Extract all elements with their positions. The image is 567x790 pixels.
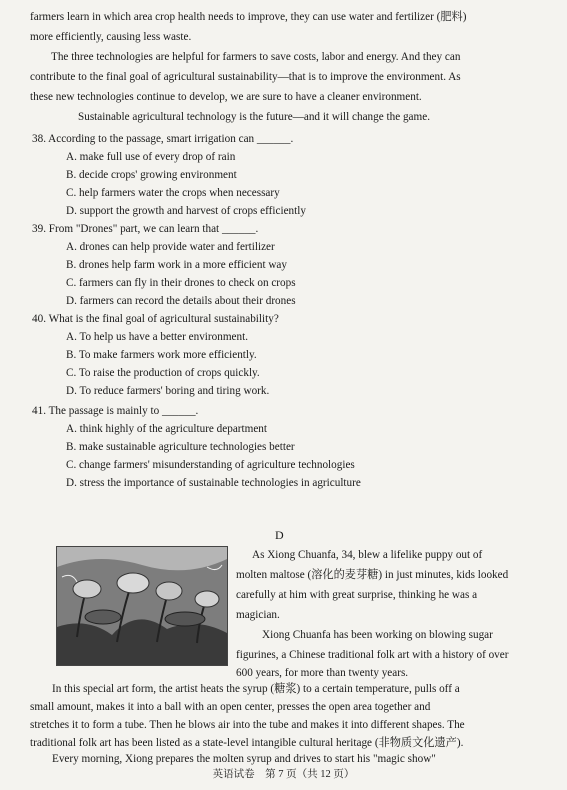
- question-stem: 39. From "Drones" part, we can learn that ______.: [32, 223, 259, 235]
- answer-option: A. To help us have a better environment.: [66, 331, 248, 343]
- passage-line: figurines, a Chinese traditional folk art with a history of over: [236, 649, 509, 661]
- answer-option: B. decide crops' growing environment: [66, 169, 237, 181]
- answer-option: C. help farmers water the crops when necessary: [66, 187, 280, 199]
- sugar-figurine-illustration: [56, 546, 228, 666]
- answer-option: D. To reduce farmers' boring and tiring work.: [66, 385, 270, 397]
- passage-line: 600 years, for more than twenty years.: [236, 667, 409, 679]
- question-stem: 41. The passage is mainly to ______.: [32, 405, 199, 417]
- answer-option: C. change farmers' misunderstanding of agriculture technologies: [66, 459, 355, 471]
- passage-line: more efficiently, causing less waste.: [30, 31, 192, 43]
- answer-option: B. drones help farm work in a more efficient way: [66, 259, 287, 271]
- passage-line: contribute to the final goal of agricultural sustainability—that is to improve the environment. As: [30, 71, 461, 83]
- passage-line: Every morning, Xiong prepares the molten syrup and drives to start his "magic show": [52, 753, 436, 765]
- passage-line: traditional folk art has been listed as a state-level intangible cultural heritage (非物质文化遗产).: [30, 737, 464, 749]
- answer-option: A. think highly of the agriculture department: [66, 423, 268, 435]
- passage-line: In this special art form, the artist heats the syrup (糖浆) to a certain temperature, pulls off a: [52, 683, 460, 695]
- answer-option: B. make sustainable agriculture technologies better: [66, 441, 295, 453]
- answer-option: D. stress the importance of sustainable technologies in agriculture: [66, 477, 361, 489]
- question-stem: 40. What is the final goal of agricultural sustainability?: [32, 313, 279, 325]
- answer-option: B. To make farmers work more efficiently.: [66, 349, 257, 361]
- passage-line: small amount, makes it into a ball with an open center, presses the open area together and: [30, 701, 431, 713]
- answer-option: A. make full use of every drop of rain: [66, 151, 236, 163]
- answer-option: D. farmers can record the details about their drones: [66, 295, 296, 307]
- passage-line: As Xiong Chuanfa, 34, blew a lifelike puppy out of: [252, 549, 483, 561]
- passage-line: The three technologies are helpful for farmers to save costs, labor and energy. And they can: [51, 51, 461, 63]
- passage-line: molten maltose (溶化的麦芽糖) in just minutes, kids looked: [236, 569, 509, 581]
- passage-line: Xiong Chuanfa has been working on blowing sugar: [262, 629, 493, 641]
- question-stem: 38. According to the passage, smart irrigation can ______.: [32, 133, 294, 145]
- page-footer: 英语试卷 第 7 页（共 12 页）: [212, 769, 355, 780]
- passage-line: these new technologies continue to develop, we are sure to have a cleaner environment.: [30, 91, 422, 103]
- passage-line: Sustainable agricultural technology is the future—and it will change the game.: [78, 111, 430, 123]
- passage-line: magician.: [236, 609, 280, 621]
- answer-option: A. drones can help provide water and fertilizer: [66, 241, 275, 253]
- passage-line: carefully at him with great surprise, thinking he was a: [236, 589, 478, 601]
- passage-line: farmers learn in which area crop health needs to improve, they can use water and fertilizer (肥料): [30, 11, 467, 23]
- section-title: D: [275, 528, 284, 542]
- passage-line: stretches it to form a tube. Then he blows air into the tube and makes it into different shapes. The: [30, 719, 465, 731]
- answer-option: C. farmers can fly in their drones to check on crops: [66, 277, 296, 289]
- answer-option: D. support the growth and harvest of crops efficiently: [66, 205, 306, 217]
- answer-option: C. To raise the production of crops quickly.: [66, 367, 260, 379]
